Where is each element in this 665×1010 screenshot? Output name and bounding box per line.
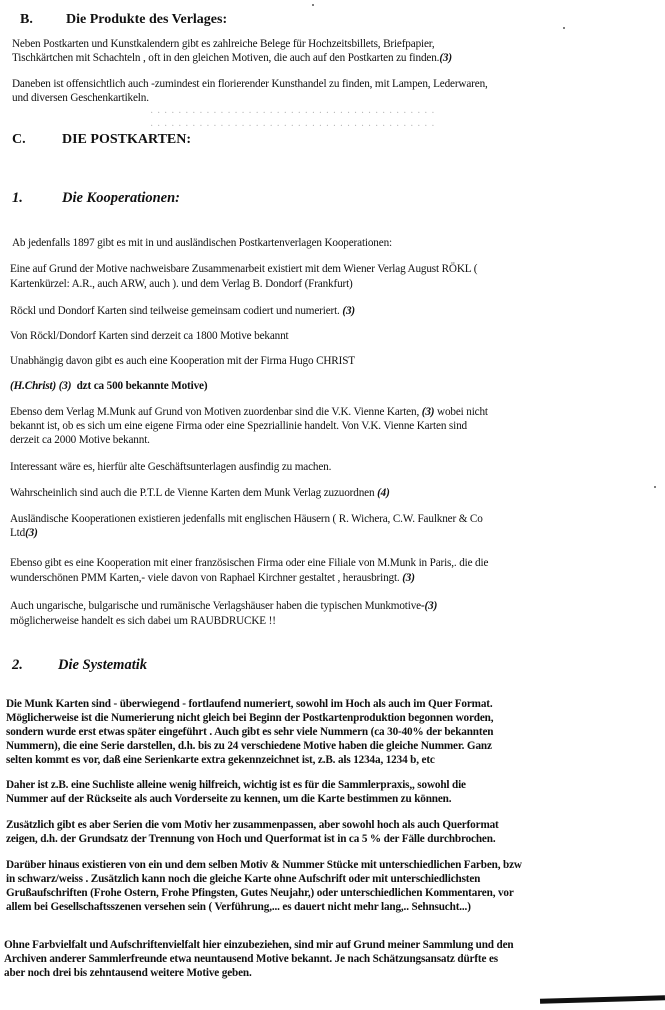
sub1-text: Auch ungarische, bulgarische und rumänische Verlagshäuser haben die typischen Munkmotive xyxy=(10,600,421,612)
sub1-text: Ltd xyxy=(10,527,26,539)
sub1-line: Ab jedenfalls 1897 gibt es mit in und ausländischen Postkartenverlagen Kooperationen: xyxy=(12,237,392,249)
footnote-ref: (3) xyxy=(342,305,355,317)
sub1-line xyxy=(10,379,207,393)
sub1-text: Wahrscheinlich sind auch die P.T.L de Vienne Karten dem Munk Verlag zuzuordnen xyxy=(10,487,375,499)
section-b-label: B. xyxy=(20,12,33,27)
sub2-line: Daher ist z.B. eine Suchliste alleine wenig hilfreich, wichtig ist es für die Sammlerpraxis,, sowohl die xyxy=(6,779,466,791)
sub2-line: Grußaufschriften (Frohe Ostern, Frohe Pfingsten, Gutes Neujahr,) oder unterschiedlichen Kommentaren, vor xyxy=(6,887,514,899)
section-b-p2-line-1: Daneben ist offensichtlich auch -zumindest ein florierender Kunsthandel zu finden, mit Lampen, Lederwaren, xyxy=(12,78,488,90)
scan-speck xyxy=(654,486,656,488)
bleed-through-noise: · · · · · · · · · · · · · · · · · · · · · · · · · · · · · · · · · · · · · · · · · xyxy=(150,121,436,132)
sub1-line: Ebenso gibt es eine Kooperation mit einer französischen Firma oder eine Filiale von M.Munk in Paris,. die die xyxy=(10,557,489,569)
sub1-line xyxy=(10,599,437,613)
section-c-title: DIE POSTKARTEN: xyxy=(62,132,192,147)
footnote-ref: (3) xyxy=(402,572,415,584)
sub2-line: Die Munk Karten sind - überwiegend - fortlaufend numeriert, sowohl im Hoch als auch im Quer Format. xyxy=(6,698,493,710)
scan-speck xyxy=(312,4,314,6)
sub1-line: Interessant wäre es, hierfür alte Geschäftsunterlagen ausfindig zu machen. xyxy=(10,461,332,473)
sub2-line: Nummern), die eine Serie darstellen, d.h. bis zu 24 verschiedene Motive haben die gleiche Nummer. Ganz xyxy=(6,740,492,752)
sub2-line: Möglicherweise ist die Numerierung nicht gleich bei Beginn der Postkartenproduktion begonnen worden, xyxy=(6,712,494,724)
footnote-ref: (3) xyxy=(421,406,435,418)
sub2-line: in schwarz/weiss . Zusätzlich kann noch die gleiche Karte ohne Aufschrift oder mit unterschiedlichsten xyxy=(6,873,481,885)
sub1-line: Ausländische Kooperationen existieren jedenfalls mit englischen Häusern ( R. Wichera, C.W. Faulkner & Co xyxy=(10,513,483,525)
sub1-text: Röckl und Dondorf Karten sind teilweise gemeinsam codiert und numeriert. xyxy=(10,305,340,317)
footnote-ref: (3) xyxy=(439,52,452,64)
sub2-line: allem bei Gesellschaftsszenen versehen sein ( Verführung,... es dauert nicht mehr lang,.. Sehnsucht...) xyxy=(6,901,471,913)
sub1-line: Eine auf Grund der Motive nachweisbare Zusammenarbeit existiert mit dem Wiener Verlag August RÖKL ( xyxy=(10,263,478,275)
sub2-line: aber noch drei bis zehntausend weitere Motive geben. xyxy=(4,967,252,979)
section-b-p1-line-1: Neben Postkarten und Kunstkalendern gibt es zahlreiche Belege für Hochzeitsbillets, Briefpapier, xyxy=(12,38,435,50)
sub1-text: wunderschönen PMM Karten,- viele davon von Raphael Kirchner gestaltet , herausbringt. xyxy=(10,572,400,584)
footnote-ref: (4) xyxy=(377,487,390,499)
section-c-label: C. xyxy=(12,132,26,147)
sub1-line xyxy=(10,526,38,540)
sub2-line: Archiven anderer Sammlerfreunde etwa neuntausend Motive bekannt. Je nach Schätzungsansatz dürfte es xyxy=(4,953,498,965)
sub1-text: (H.Christ) (3) xyxy=(10,380,72,392)
sub1-line: Von Röckl/Dondorf Karten sind derzeit ca 1800 Motive bekannt xyxy=(10,330,289,342)
sub2-line: selten kommt es vor, daß eine Serienkarte extra gekennzeichnet ist, z.B. als 1234a, 1234 b, etc xyxy=(6,754,435,766)
sub1-text: dzt ca 500 bekannte Motive) xyxy=(76,380,208,392)
footnote-ref: (3) xyxy=(25,527,38,539)
sub2-line: Zusätzlich gibt es aber Serien die vom Motiv her zusammenpassen, aber sowohl hoch als auch Querformat xyxy=(6,819,499,831)
scan-edge-artifact xyxy=(540,995,665,1003)
sub1-text: wobei nicht xyxy=(437,406,488,418)
sub1-line: Unabhängig davon gibt es auch eine Kooperation mit der Firma Hugo CHRIST xyxy=(10,355,355,367)
bleed-through-noise: · · · · · · · · · · · · · · · · · · · · · · · · · · · · · · · · · · · · · · · · · xyxy=(150,108,436,119)
sub1-line xyxy=(10,486,390,500)
sub1-line: möglicherweise handelt es sich dabei um RAUBDRUCKE !! xyxy=(10,615,276,627)
sub1-line xyxy=(10,405,488,419)
subsection-2-number: 2. xyxy=(12,657,23,673)
section-b-p1-text: Tischkärtchen mit Schachteln , oft in den gleichen Motiven, die auch auf den Postkarten zu finden. xyxy=(12,52,440,64)
section-b-p2-line-2: und diversen Geschenkartikeln. xyxy=(12,92,149,104)
sub2-line: Darüber hinaus existieren von ein und dem selben Motiv & Nummer Stücke mit unterschiedlichen Farben, bzw xyxy=(6,859,522,871)
sub2-line: Ohne Farbvielfalt und Aufschriftenvielfalt hier einzubeziehen, sind mir auf Grund meiner Sammlung und den xyxy=(4,939,514,951)
sub1-line: Kartenkürzel: A.R., auch ARW, auch ). und dem Verlag B. Dondorf (Frankfurt) xyxy=(10,278,353,290)
sub1-line xyxy=(10,571,415,585)
subsection-2-title: Die Systematik xyxy=(58,657,148,673)
subsection-1-title: Die Kooperationen: xyxy=(62,190,181,206)
sub1-line: bekannt ist, ob es sich um eine eigene Firma oder eine Spezriallinie handelt. Von V.K. Vienne Karten sind xyxy=(10,420,467,432)
section-b-title: Die Produkte des Verlages: xyxy=(66,12,228,27)
sub2-line: zeigen, d.h. der Grundsatz der Trennung von Hoch und Querformat ist in ca 5 % der Fälle durchbrochen. xyxy=(6,833,496,845)
sub1-line: derzeit ca 2000 Motive bekannt. xyxy=(10,434,150,446)
sub2-line: sondern wurde erst etwas später eingeführt . Auch gibt es sehr viele Nummern (ca 30-40% der bekannten xyxy=(6,726,494,738)
section-b-p1-line-2 xyxy=(12,51,452,65)
subsection-1-number: 1. xyxy=(12,190,23,206)
footnote-ref: -(3) xyxy=(420,600,438,612)
scan-speck xyxy=(563,27,565,29)
sub2-line: Nummer auf der Rückseite als auch Vorderseite zu kennen, um die Karte bestimmen zu können. xyxy=(6,793,452,805)
sub1-text: Ebenso dem Verlag M.Munk auf Grund von Motiven zuordenbar sind die V.K. Vienne Karten, xyxy=(10,406,420,418)
sub1-line xyxy=(10,304,355,318)
